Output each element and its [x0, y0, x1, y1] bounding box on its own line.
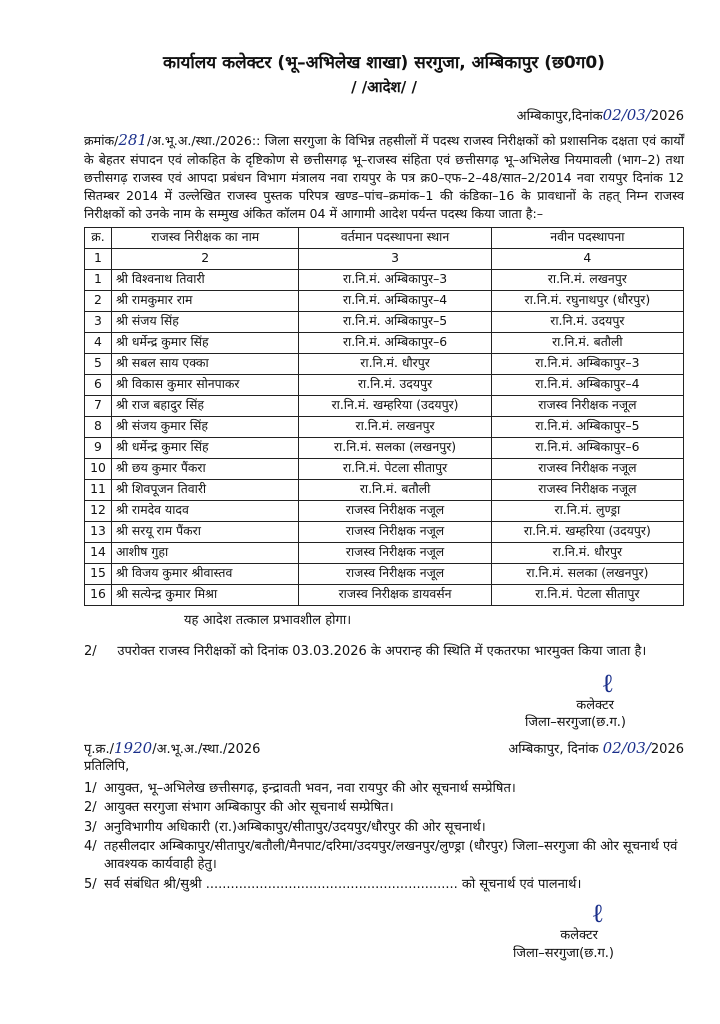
signature-block-1: [84, 668, 684, 732]
copy-item-text: आयुक्त सरगुजा संभाग अम्बिकापुर की ओर सूचनार्थ सम्प्रेषित।: [104, 800, 394, 816]
cell-current-posting: रा.नि.मं. लखनपुर: [299, 416, 491, 437]
copy-item-text: अनुविभागीय अधिकारी (रा.)अम्बिकापुर/सीतापुर/उदयपुर/धौरपुर की ओर सूचनार्थ।: [104, 819, 486, 835]
cell-new-posting: राजस्व निरीक्षक नजूल: [491, 479, 683, 500]
table-row: [85, 332, 684, 353]
list-item: [84, 799, 684, 817]
endorsement-suffix: /अ.भू.अ./स्था./2026: [152, 741, 261, 757]
order-dateline: [84, 105, 684, 126]
relieve-text: उपरोक्त राजस्व निरीक्षकों को दिनांक 03.03.2026 के अपरान्ह की स्थिति में एकतरफा भारमुक्त किया जाता है।: [117, 644, 647, 660]
table-row: [85, 458, 684, 479]
cell-current-posting: राजस्व निरीक्षक नजूल: [299, 521, 491, 542]
signatory-role-2: कलेक्टर: [560, 928, 598, 944]
endorsement-number-handwritten: 1920: [114, 738, 153, 757]
table-row: [85, 563, 684, 584]
endorsement-year: 2026: [650, 741, 684, 757]
copy-heading: प्रतिलिपि,: [84, 759, 130, 775]
cell-inspector-name: श्री सरयू राम पैंकरा: [112, 521, 299, 542]
cell-inspector-name: श्री धर्मेन्द्र कुमार सिंह: [112, 332, 299, 353]
colnum-4: 4: [491, 248, 683, 269]
cell-new-posting: रा.नि.मं. पेटला सीतापुर: [491, 584, 683, 605]
cell-new-posting: राजस्व निरीक्षक नजूल: [491, 395, 683, 416]
cell-current-posting: रा.नि.मं. अम्बिकापुर–3: [299, 269, 491, 290]
cell-new-posting: रा.नि.मं. खम्हरिया (उदयपुर): [491, 521, 683, 542]
cell-sno: 16: [85, 584, 112, 605]
cell-new-posting: रा.नि.मं. बतौली: [491, 332, 683, 353]
cell-inspector-name: श्री संजय सिंह: [112, 311, 299, 332]
cell-sno: 1: [85, 269, 112, 290]
table-row: [85, 521, 684, 542]
table-row: [85, 437, 684, 458]
cell-sno: 5: [85, 353, 112, 374]
cell-inspector-name: श्री विकास कुमार सोनपाकर: [112, 374, 299, 395]
cell-current-posting: रा.नि.मं. अम्बिकापुर–6: [299, 332, 491, 353]
cell-new-posting: रा.नि.मं. अम्बिकापुर–6: [491, 437, 683, 458]
table-row: [85, 311, 684, 332]
cell-new-posting: रा.नि.मं. अम्बिकापुर–3: [491, 353, 683, 374]
cell-sno: 7: [85, 395, 112, 416]
cell-new-posting: रा.नि.मं. अम्बिकापुर–4: [491, 374, 683, 395]
header-name: राजस्व निरीक्षक का नाम: [112, 227, 299, 248]
cell-inspector-name: श्री छय कुमार पैंकरा: [112, 458, 299, 479]
table-row: [85, 416, 684, 437]
list-item: [84, 876, 684, 894]
cell-new-posting: रा.नि.मं. लुण्ड्रा: [491, 500, 683, 521]
cell-current-posting: रा.नि.मं. उदयपुर: [299, 374, 491, 395]
table-row: [85, 479, 684, 500]
order-heading: / /आदेश/ /: [351, 77, 417, 96]
cell-sno: 2: [85, 290, 112, 311]
header-current-posting: वर्तमान पदस्थापना स्थान: [299, 227, 491, 248]
cell-current-posting: रा.नि.मं. अम्बिकापुर–4: [299, 290, 491, 311]
cell-sno: 12: [85, 500, 112, 521]
cell-current-posting: रा.नि.मं. सलका (लखनपुर): [299, 437, 491, 458]
order-year: 2026: [650, 109, 684, 125]
cell-inspector-name: श्री शिवपूजन तिवारी: [112, 479, 299, 500]
cell-current-posting: रा.नि.मं. पेटला सीतापुर: [299, 458, 491, 479]
order-number-handwritten: 281: [118, 130, 148, 149]
cell-inspector-name: श्री रामकुमार राम: [112, 290, 299, 311]
cell-sno: 10: [85, 458, 112, 479]
copy-item-number: 3/: [84, 819, 97, 835]
cell-new-posting: रा.नि.मं. धौरपुर: [491, 542, 683, 563]
table-row: [85, 584, 684, 605]
table-row: [85, 290, 684, 311]
order-number-prefix: क्रमांक/: [84, 132, 119, 148]
endorsement-place: अम्बिकापुर, दिनांक: [508, 741, 599, 757]
cell-sno: 4: [85, 332, 112, 353]
cell-inspector-name: श्री विजय कुमार श्रीवास्तव: [112, 563, 299, 584]
table-row: [85, 374, 684, 395]
copy-item-number: 1/: [84, 780, 97, 796]
signature-mark-1: ℓ: [601, 668, 614, 699]
copy-item-text: तहसीलदार अम्बिकापुर/सीतापुर/बतौली/मैनपाट/दरिमा/उदयपुर/लखनपुर/लुण्ड्रा (धौरपुर) जिला–सरगुजा की ओर सूचनार्थ एवं आवश्यक कार्यवाही हेतु।: [104, 839, 678, 872]
copy-list: [84, 780, 684, 893]
order-date-handwritten: 02/03/: [602, 106, 651, 125]
cell-current-posting: राजस्व निरीक्षक नजूल: [299, 542, 491, 563]
copy-item-number: 4/: [84, 839, 97, 855]
order-number-suffix: /अ.भू.अ./स्था./2026::: [147, 132, 261, 148]
endorsement-number: [84, 738, 260, 759]
cell-sno: 6: [85, 374, 112, 395]
cell-inspector-name: आशीष गुहा: [112, 542, 299, 563]
table-colnum-row: [85, 248, 684, 269]
transfer-table: [84, 227, 684, 606]
cell-sno: 13: [85, 521, 112, 542]
endorsement-line: [84, 738, 684, 759]
cell-new-posting: रा.नि.मं. उदयपुर: [491, 311, 683, 332]
signatory-office-1: जिला–सरगुजा(छ.ग.): [525, 715, 626, 731]
list-item: [84, 838, 684, 873]
cell-current-posting: रा.नि.मं. बतौली: [299, 479, 491, 500]
endorsement-date: [508, 738, 684, 759]
cell-current-posting: रा.नि.मं. धौरपुर: [299, 353, 491, 374]
table-row: [85, 395, 684, 416]
signatory-office-2: जिला–सरगुजा(छ.ग.): [513, 945, 614, 961]
cell-new-posting: रा.नि.मं. सलका (लखनपुर): [491, 563, 683, 584]
table-row: [85, 500, 684, 521]
cell-inspector-name: श्री रामदेव यादव: [112, 500, 299, 521]
cell-current-posting: राजस्व निरीक्षक नजूल: [299, 500, 491, 521]
copy-item-number: 2/: [84, 800, 97, 816]
signatory-role-1: कलेक्टर: [576, 697, 614, 713]
cell-current-posting: रा.नि.मं. अम्बिकापुर–5: [299, 311, 491, 332]
cell-inspector-name: श्री धर्मेन्द्र कुमार सिंह: [112, 437, 299, 458]
cell-sno: 3: [85, 311, 112, 332]
cell-sno: 9: [85, 437, 112, 458]
cell-inspector-name: श्री राज बहादुर सिंह: [112, 395, 299, 416]
table-row: [85, 542, 684, 563]
cell-new-posting: रा.नि.मं. रघुनाथपुर (धौरपुर): [491, 290, 683, 311]
cell-current-posting: रा.नि.मं. खम्हरिया (उदयपुर): [299, 395, 491, 416]
header-new-posting: नवीन पदस्थापना: [491, 227, 683, 248]
order-body: [84, 130, 684, 223]
cell-current-posting: राजस्व निरीक्षक डायवर्सन: [299, 584, 491, 605]
list-item: [84, 780, 684, 798]
cell-sno: 11: [85, 479, 112, 500]
cell-new-posting: राजस्व निरीक्षक नजूल: [491, 458, 683, 479]
cell-inspector-name: श्री सबल साय एक्का: [112, 353, 299, 374]
colnum-3: 3: [299, 248, 491, 269]
table-row: [85, 269, 684, 290]
cell-inspector-name: श्री संजय कुमार सिंह: [112, 416, 299, 437]
copy-item-number: 5/: [84, 876, 97, 892]
table-header-row: [85, 227, 684, 248]
colnum-2: 2: [112, 248, 299, 269]
endorsement-date-handwritten: 02/03/: [602, 738, 651, 757]
header-sno: क्र.: [85, 227, 112, 248]
copy-item-text: सर्व संबंधित श्री/सुश्री ............................................................. को सूचनार्थ एवं पालनार्थ।: [104, 876, 582, 892]
office-title: कार्यालय कलेक्टर (भू–अभिलेख शाखा) सरगुजा, अम्बिकापुर (छ0ग0): [163, 53, 605, 73]
relieve-number: 2/: [84, 644, 97, 660]
cell-current-posting: राजस्व निरीक्षक नजूल: [299, 563, 491, 584]
effect-statement: यह आदेश तत्काल प्रभावशील होगा।: [184, 612, 352, 628]
cell-sno: 15: [85, 563, 112, 584]
endorsement-prefix: पृ.क्र./: [84, 741, 115, 757]
list-item: [84, 819, 684, 837]
signature-mark-2: ℓ: [591, 899, 604, 930]
order-place: अम्बिकापुर,दिनांक: [516, 109, 603, 125]
cell-sno: 8: [85, 416, 112, 437]
cell-sno: 14: [85, 542, 112, 563]
cell-new-posting: रा.नि.मं. अम्बिकापुर–5: [491, 416, 683, 437]
cell-new-posting: रा.नि.मं. लखनपुर: [491, 269, 683, 290]
relieve-paragraph: [84, 643, 684, 661]
cell-inspector-name: श्री विश्वनाथ तिवारी: [112, 269, 299, 290]
cell-inspector-name: श्री सत्येन्द्र कुमार मिश्रा: [112, 584, 299, 605]
table-row: [85, 353, 684, 374]
signature-block-2: [84, 901, 684, 962]
colnum-1: 1: [85, 248, 112, 269]
order-body-text: जिला सरगुजा के विभिन्न तहसीलों में पदस्थ राजस्व निरीक्षकों को प्रशासनिक दक्षता एवं कार्यों के बेहतर संपादन एवं लोकहित के दृष्टिकोण से छत्तीसगढ़ भू–राजस्व संहिता एवं छत्तीसगढ़ भू–अभिलेख नियमावली (भाग–2) तथा छत्तीसगढ़ राजस्व एवं आपदा प्रबंधन विभाग मंत्रालय नवा रायपुर के पत्र क्र0–एफ–2–48/सात–2/2014 नवा रायपुर दिनांक 12 सितम्बर 2014 में उल्लेखित राजस्व पुस्तक परिपत्र खण्ड–पांच–क्रमांक–1 की कंडिका–16 के प्रावधानों के तहत् निम्न राजस्व निरीक्षकों को उनके नाम के सम्मुख अंकित कॉलम 04 में आगामी आदेश पर्यन्त पदस्थ किया जाता है:–: [84, 132, 684, 221]
copy-item-text: आयुक्त, भू–अभिलेख छत्तीसगढ़, इन्द्रावती भवन, नवा रायपुर की ओर सूचनार्थ सम्प्रेषित।: [104, 780, 516, 796]
